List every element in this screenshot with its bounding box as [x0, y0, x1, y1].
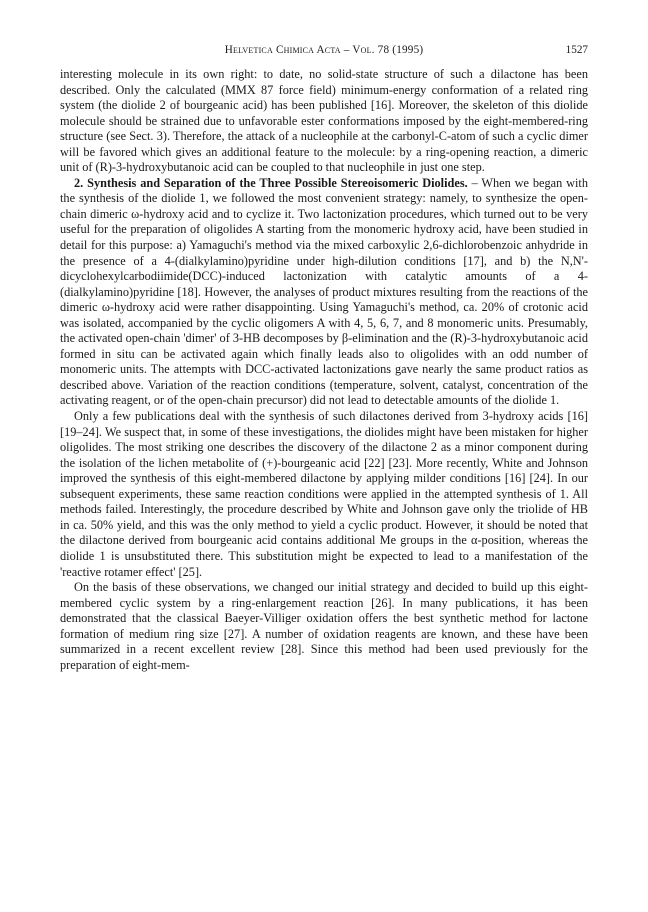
- running-head: [60, 44, 588, 60]
- section-heading: 2. Synthesis and Separation of the Three Possible Stereoisomeric Diolides.: [74, 175, 468, 190]
- paragraph-text: interesting molecule in its own right: to date, no solid-state structure of such a dilactone has been described. Only the calculated (MMX 87 force field) minimum-energy conformation of a related ring system (the diolide 2 of bourgeanic acid) has been published [16]. Moreover, the skeleton of this diolide molecule should be strained due to unfavorable ester conformations imposed by the eight-membered-ring structure (see Sect. 3). Therefore, the attack of a nucleophile at the carbonyl-C-atom of such a cyclic dimer will be favored which gives an additional feature to the molecule: by a ring-opening reaction, a dimeric unit of (R)-3-hydroxybutanoic acid can be coupled to that nucleophile in just one step.: [60, 67, 588, 175]
- paragraph-intro-continued: [60, 67, 588, 176]
- paragraph-section-2: [60, 176, 588, 409]
- paragraph-literature: [60, 409, 588, 580]
- paragraph-strategy: [60, 580, 588, 673]
- paragraph-text: On the basis of these observations, we changed our initial strategy and decided to build up this eight-membered cyclic system by a ring-enlargement reaction [26]. In many publications, it has been demonstrated that the classical Baeyer-Villiger oxidation offers the best synthetic method for lactone formation of medium ring size [27]. A number of oxidation reagents are known, and these have been summarized in a recent excellent review [28]. Since this method had been used previously for the preparation of eight-mem-: [60, 580, 588, 672]
- page-number: 1527: [565, 44, 588, 56]
- journal-title: Helvetica Chimica Acta – Vol. 78 (1995): [224, 44, 424, 56]
- body-text: [60, 67, 588, 673]
- paragraph-text: – When we began with the synthesis of the diolide 1, we followed the most convenient strategy: namely, to synthesize the open-chain dimeric ω-hydroxy acid and to cyclize it. Two lactonization procedures, which turned out to be very useful for the preparation of oligolides A starting from the monomeric hydroxy acid, have been studied in detail for this purpose: a) Yamaguchi's method via the mixed carboxylic 2,6-dichlorobenzoic anhydride in the presence of a 4-(dialkylamino)pyridine under high-dilution conditions [17], and b) the N,N'-dicyclohexylcarbodiimide(DCC)-induced lactonization with catalytic amounts of a 4-(dialkylamino)pyridine [18]. However, the analyses of product mixtures resulting from the reactions of the dimeric ω-hydroxy acid were rather disappointing. Using Yamaguchi's method, ca. 20% of crotonic acid was isolated, accompanied by the cyclic oligomers A with 4, 5, 6, 7, and 8 monomeric units. Presumably, the activated open-chain 'dimer' of 3-HB decomposes by β-elimination and the (R)-3-hydroxybutanoic acid formed in situ can be activated again which finally leads also to oligolides with an odd number of monomeric units. The attempts with DCC-activated lactonizations gave nearly the same product ratios as described above. Variation of the reaction conditions (temperature, solvent, catalyst, concentration of the activating reagent, or of the open-chain precursor) did not lead to detectable amounts of the diolide 1.: [60, 175, 588, 408]
- paragraph-text: Only a few publications deal with the synthesis of such dilactones derived from 3-hydroxy acids [16] [19–24]. We suspect that, in some of these investigations, the diolides might have been mistaken for higher oligolides. The most striking one describes the discovery of the dilactone 2 as a minor component during the isolation of the lichen metabolite of (+)-bourgeanic acid [22] [23]. More recently, White and Johnson improved the synthesis of this eight-membered dilactone by applying milder conditions [16] [24]. In our subsequent experiments, these same reaction conditions were applied in the attempted synthesis of 1. All methods failed. Interestingly, the procedure described by White and Johnson gave only the triolide of HB in ca. 50% yield, and this was the only method to yield a cyclic product. However, it should be noted that the dilactone derived from bourgeanic acid contains additional Me groups in the α-position, whereas the diolide 1 is unsubstituted there. This substitution might be expected to lead to a manifestation of the 'reactive rotamer effect' [25].: [60, 409, 588, 579]
